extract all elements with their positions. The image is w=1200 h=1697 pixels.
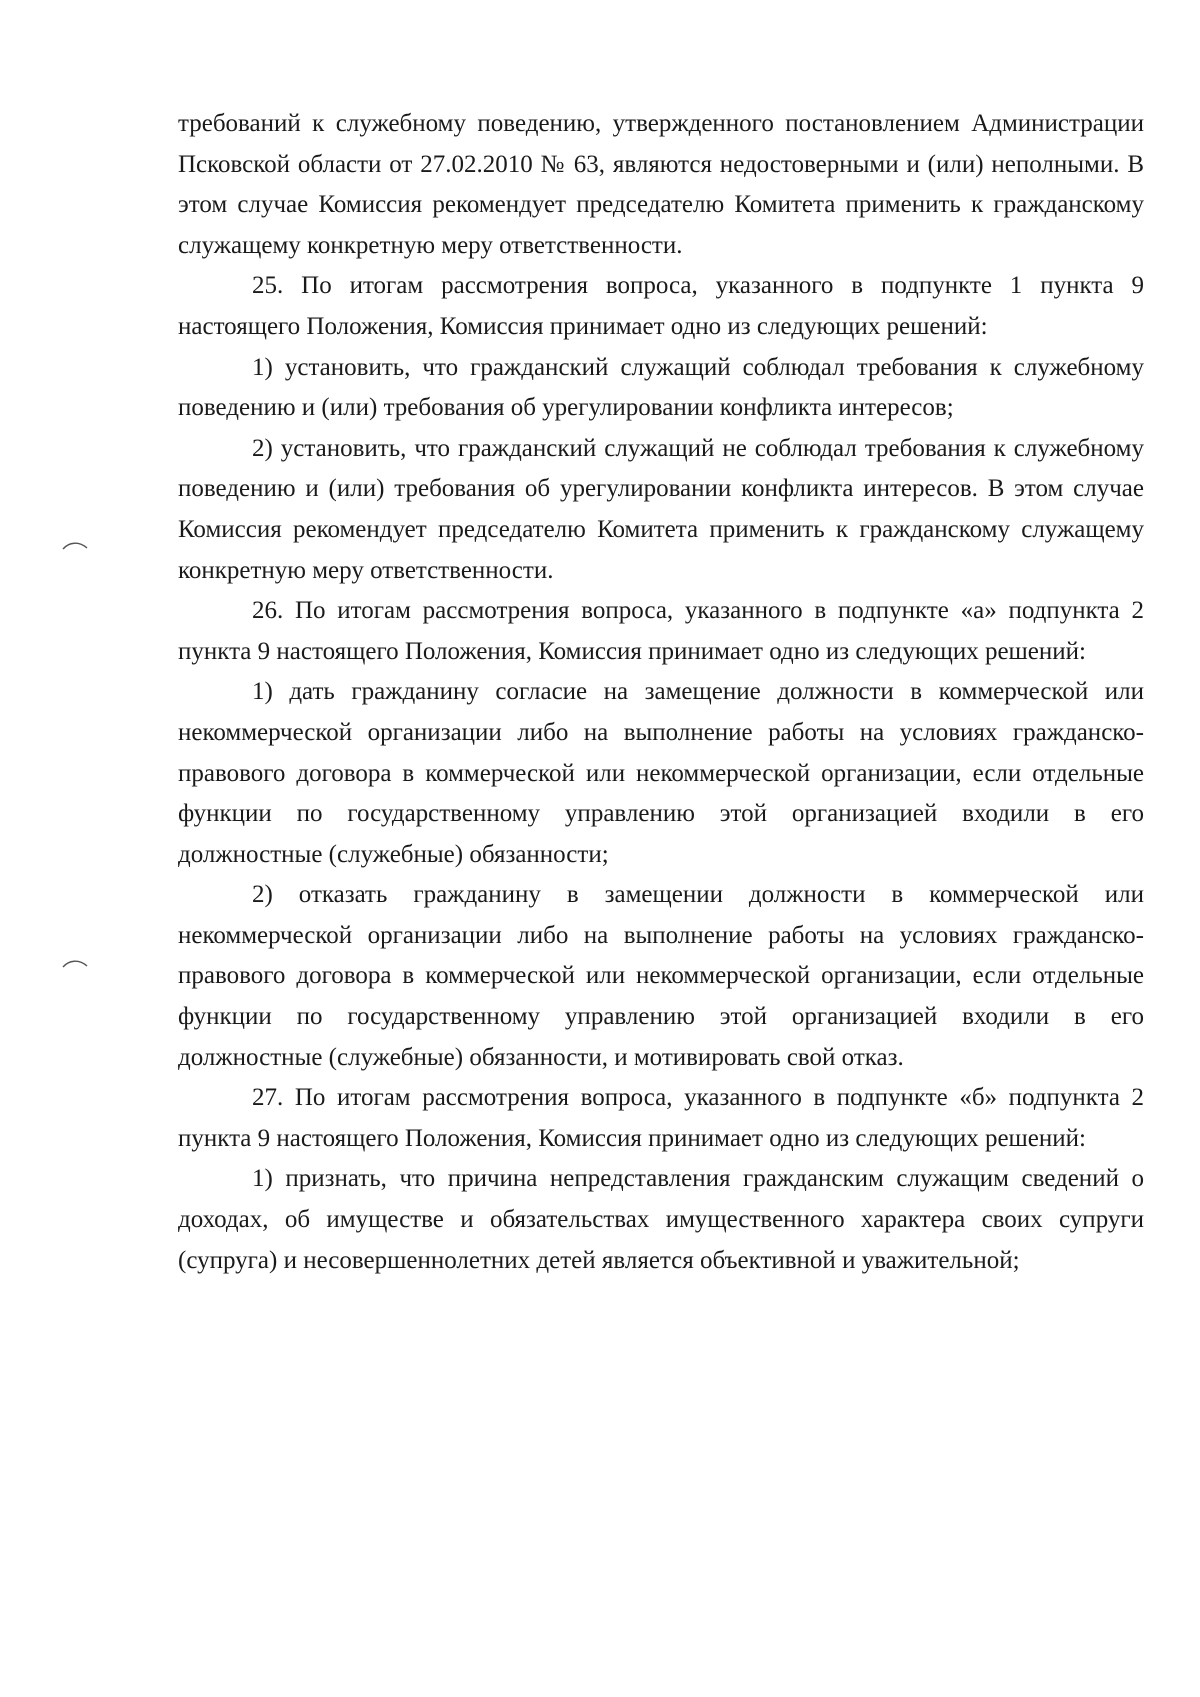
- paragraph-item-26-1: 1) дать гражданину согласие на замещение должности в коммерческой или некоммерческой организации либо на выполнение работы на условиях гражданско-правового договора в коммерческой или некоммерческой организации, если отдельные функции по государственному управлению этой организацией входили в его должностные (служебные) обязанности;: [178, 678, 1144, 868]
- document-body: [178, 104, 1144, 1281]
- binding-hole-mark-bottom: [62, 958, 88, 970]
- paragraph-item-25: 25. По итогам рассмотрения вопроса, указанного в подпункте 1 пункта 9 настоящего Положения, Комиссия принимает одно из следующих решений:: [178, 272, 1144, 340]
- paragraph-continuation: требований к служебному поведению, утвержденного постановлением Администрации Псковской области от 27.02.2010 № 63, являются недостоверными и (или) неполными. В этом случае Комиссия рекомендует председателю Комитета применить к гражданскому служащему конкретную меру ответственности.: [178, 110, 1144, 259]
- paragraph-item-26-2: 2) отказать гражданину в замещении должности в коммерческой или некоммерческой организации либо на выполнение работы на условиях гражданско-правового договора в коммерческой или некоммерческой организации, если отдельные функции по государственному управлению этой организацией входили в его должностные (служебные) обязанности, и мотивировать свой отказ.: [178, 881, 1144, 1071]
- paragraph-item-26: 26. По итогам рассмотрения вопроса, указанного в подпункте «а» подпункта 2 пункта 9 настоящего Положения, Комиссия принимает одно из следующих решений:: [178, 597, 1144, 665]
- binding-hole-mark-top: [62, 540, 88, 552]
- paragraph-item-25-1: 1) установить, что гражданский служащий соблюдал требования к служебному поведению и (или) требования об урегулировании конфликта интересов;: [178, 353, 1144, 422]
- paragraph-item-25-2: 2) установить, что гражданский служащий не соблюдал требования к служебному поведению и (или) требования об урегулировании конфликта интересов. В этом случае Комиссия рекомендует председателю Комитета применить к гражданскому служащему конкретную меру ответственности.: [178, 434, 1144, 584]
- paragraph-item-27-1: 1) признать, что причина непредставления гражданским служащим сведений о доходах, об имуществе и обязательствах имущественного характера своих супруги (супруга) и несовершеннолетних детей является объективной и уважительной;: [178, 1165, 1144, 1274]
- paragraph-item-27: 27. По итогам рассмотрения вопроса, указанного в подпункте «б» подпункта 2 пункта 9 настоящего Положения, Комиссия принимает одно из следующих решений:: [178, 1084, 1144, 1152]
